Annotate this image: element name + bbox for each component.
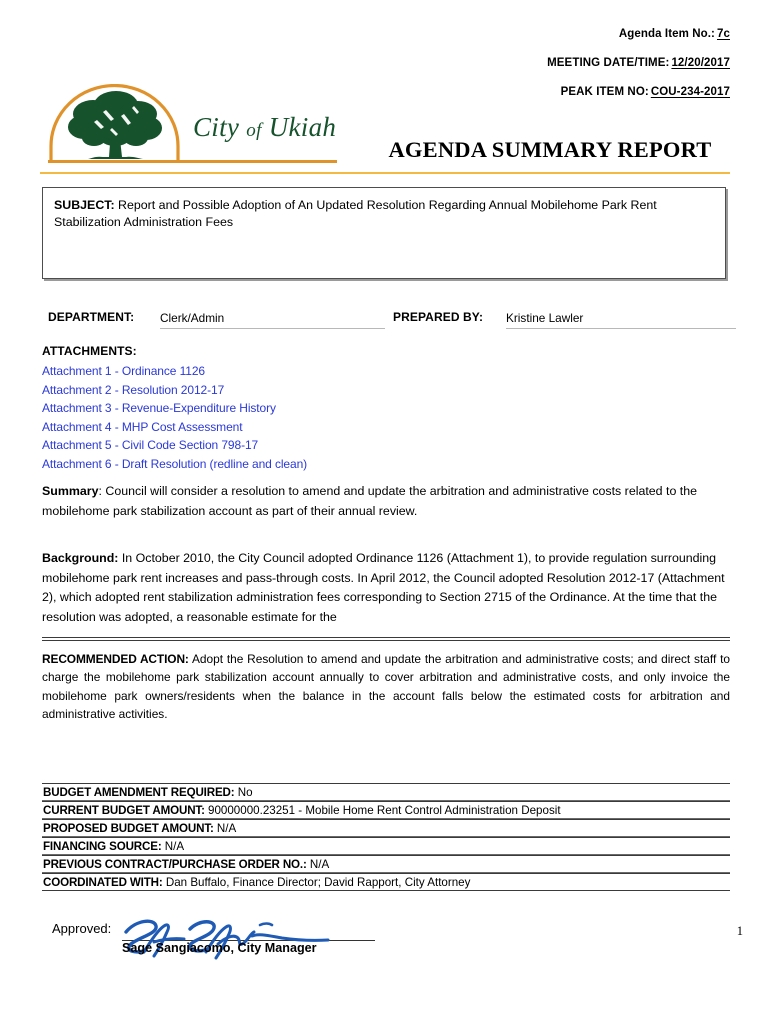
current-budget-amount-value: 90000000.23251 - Mobile Home Rent Control Administration Deposit: [204, 804, 561, 817]
table-row: [42, 801, 730, 819]
meeting-date-label: MEETING DATE/TIME:: [547, 57, 670, 69]
header-divider: [40, 172, 730, 174]
background-text: In October 2010, the City Council adopted Ordinance 1126 (Attachment 1), to provide regulation surrounding mobilehome park rent increases and pass-through costs. In April 2012, the Council adopted Resolution 2012-17 (Attachment 2), which adopted rent stabilization administration fees corresponding to Section 2715 of the Ordinance. At the time that the resolution was adopted, a reasonable estimate for the: [42, 551, 725, 624]
logo-underline: [48, 160, 337, 163]
city-word: City: [193, 112, 240, 142]
department-value: Clerk/Admin: [160, 311, 385, 329]
department-row: [48, 310, 738, 330]
prepared-by-label: PREPARED BY:: [393, 310, 484, 324]
table-row: [42, 855, 730, 873]
meeting-date-value: 12/20/2017: [671, 57, 730, 69]
city-wordmark: [193, 112, 336, 143]
prepared-by-value: Kristine Lawler: [506, 311, 736, 329]
background-label: Background:: [42, 551, 119, 565]
recommended-action-divider: [42, 637, 730, 641]
ukiah-word: Ukiah: [268, 112, 337, 142]
recommended-action-text: Adopt the Resolution to amend and update the arbitration and administrative costs; and direct staff to charge the mobilehome park stabilization account annually to cover arbitration and administrative costs, and only invoice the mobilehome park owners/residents when the balance in the account falls below the estimated costs for arbitration and administrative activities.: [42, 652, 730, 722]
attachments-section: [42, 344, 542, 474]
attachment-link-4[interactable]: Attachment 4 - MHP Cost Assessment: [42, 419, 243, 434]
attachment-link-2[interactable]: Attachment 2 - Resolution 2012-17: [42, 382, 225, 397]
table-row: [42, 873, 730, 891]
proposed-budget-amount-label: PROPOSED BUDGET AMOUNT:: [43, 822, 214, 835]
recommended-action-paragraph: [42, 650, 730, 724]
previous-contract-value: N/A: [306, 858, 330, 871]
attachment-link-5[interactable]: Attachment 5 - Civil Code Section 798-17: [42, 438, 259, 453]
signatory-name: Sage Sangiacomo, City Manager: [122, 941, 317, 955]
summary-paragraph: [42, 482, 730, 521]
approved-label: Approved:: [52, 921, 112, 936]
summary-text: : Council will consider a resolution to amend and update the arbitration and administrative costs related to the mobilehome park stabilization account as part of their annual review.: [42, 484, 698, 518]
page-number: 1: [736, 924, 743, 938]
attachments-heading: ATTACHMENTS:: [42, 344, 137, 358]
budget-table: [42, 783, 730, 891]
attachment-link-3[interactable]: Attachment 3 - Revenue-Expenditure History: [42, 401, 276, 416]
department-label: DEPARTMENT:: [48, 310, 135, 324]
budget-amendment-required-label: BUDGET AMENDMENT REQUIRED:: [43, 786, 235, 799]
subject-text: [54, 197, 715, 231]
table-row: [42, 819, 730, 837]
page-title: AGENDA SUMMARY REPORT: [388, 137, 712, 162]
peak-item-label: PEAK ITEM NO:: [560, 86, 649, 98]
attachment-link-1[interactable]: Attachment 1 - Ordinance 1126: [42, 364, 205, 378]
current-budget-amount-label: CURRENT BUDGET AMOUNT:: [43, 804, 205, 817]
tree-in-arch-icon: [48, 84, 181, 162]
subject-label: SUBJECT:: [54, 198, 115, 212]
peak-item-value: COU-234-2017: [650, 86, 730, 98]
agenda-item-label: Agenda Item No.:: [618, 28, 715, 40]
financing-source-value: N/A: [161, 840, 185, 853]
background-paragraph: [42, 549, 730, 627]
table-row: [42, 783, 730, 801]
recommended-action-label: RECOMMENDED ACTION:: [42, 652, 189, 666]
city-logo: [48, 84, 338, 166]
coordinated-with-label: COORDINATED WITH:: [43, 876, 163, 889]
financing-source-label: FINANCING SOURCE:: [43, 840, 162, 853]
meeting-date-row: [260, 57, 730, 69]
budget-amendment-required-value: No: [234, 786, 253, 799]
attachment-link-6[interactable]: Attachment 6 - Draft Resolution (redline and clean): [42, 456, 308, 471]
previous-contract-label: PREVIOUS CONTRACT/PURCHASE ORDER NO.:: [43, 858, 307, 871]
summary-label: Summary: [42, 484, 99, 498]
signature-block: [52, 912, 382, 966]
subject-box: [42, 187, 726, 279]
subject-value: Report and Possible Adoption of An Updated Resolution Regarding Annual Mobilehome Park Rent Stabilization Administration Fees: [54, 198, 657, 229]
proposed-budget-amount-value: N/A: [213, 822, 237, 835]
agenda-item-row: [260, 28, 730, 40]
coordinated-with-value: Dan Buffalo, Finance Director; David Rapport, City Attorney: [162, 876, 471, 889]
table-row: [42, 837, 730, 855]
of-word: of: [246, 120, 262, 141]
agenda-item-value: 7c: [717, 28, 730, 40]
